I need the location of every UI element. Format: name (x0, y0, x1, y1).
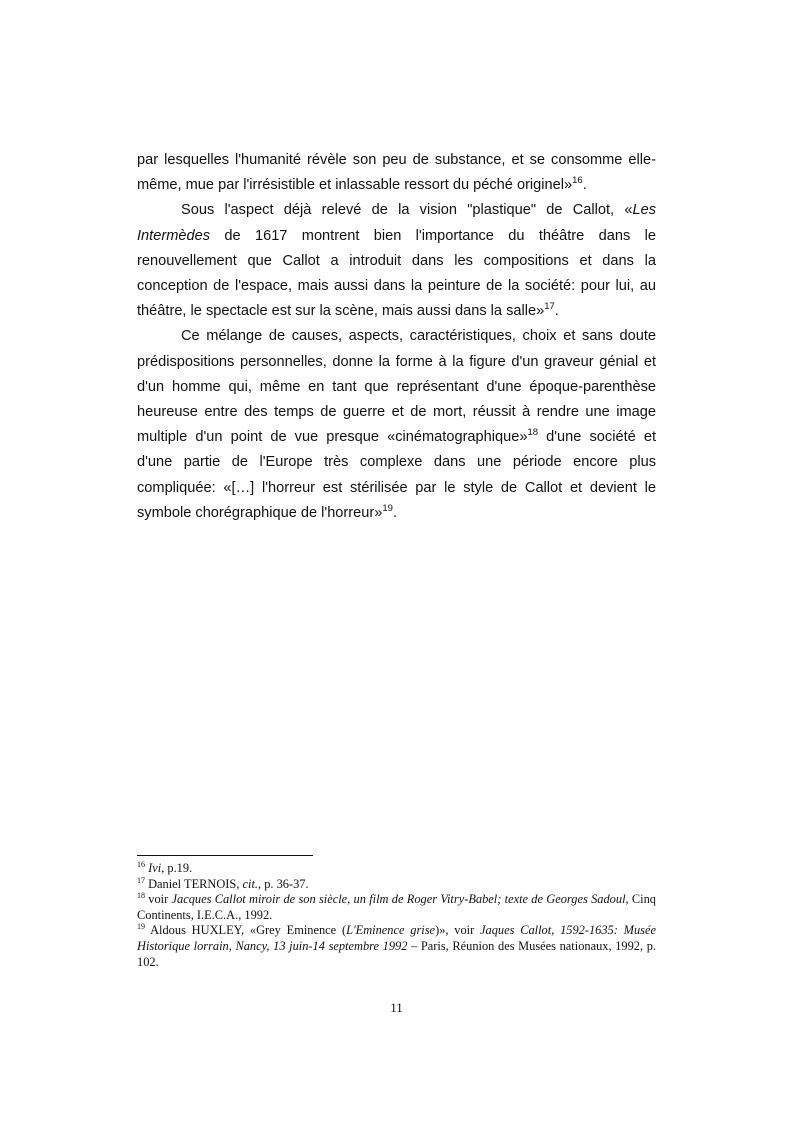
footnote-italic: Ivi (148, 861, 162, 875)
footnote-text: Aldous HUXLEY, «Grey Eminence ( (145, 923, 347, 938)
paragraph-3-end: . (392, 504, 397, 521)
footnote-italic: cit. (242, 876, 258, 891)
footnote-text: , Cinq Continents, I.E.C.A., 1992. (137, 892, 656, 922)
paragraph-2-text-start: Sous l'aspect déjà relevé de la vision "plastique" de Callot, « (181, 202, 633, 219)
footnote-text: Daniel TERNOIS, (145, 876, 243, 891)
footnote-italic: Jacques Callot miroir de son siècle, un film de Roger Vitry-Babel; texte de Georges Sadoul (171, 892, 626, 907)
footnote-text: )», voir (435, 923, 481, 938)
footnote-17 (137, 877, 656, 893)
paragraph-2 (137, 198, 656, 324)
paragraph-2-text: de 1617 montrent bien l'importance du théâtre dans le renouvellement que Callot a introduit dans les compositions et dans la conception de l'espace, mais aussi dans la peinture de la société: pour lui, au théâtre, le spectacle est sur la scène, mais aussi dans la salle» (137, 227, 656, 320)
footnote-text: , p.19. (161, 861, 193, 875)
footnote-italic: Jaques Callot, 1592-1635: Musée Historique lorrain, Nancy, 13 juin-14 septembre 1992 (137, 923, 657, 953)
footnote-ref-16[interactable]: 16 (572, 175, 583, 187)
footnote-number: 17 (137, 875, 145, 885)
footnote-16 (137, 861, 656, 877)
footnote-number: 16 (137, 860, 145, 869)
footnote-number: 18 (137, 891, 145, 901)
paragraph-3-text: d'une société et d'une partie de l'Europe très complexe dans une période encore plus compliquée: «[…] l'horreur est stérilisée par le style de Callot et devient le symbole chorégraphique de l'horreur» (137, 429, 656, 521)
footnote-18 (137, 892, 656, 923)
footnote-ref-19[interactable]: 19 (382, 502, 393, 514)
footnote-text: , p. 36-37. (258, 876, 309, 891)
footnote-ref-17[interactable]: 17 (544, 301, 555, 313)
main-text (137, 148, 656, 526)
footnote-ref-18[interactable]: 18 (527, 427, 539, 439)
footnote-text: voir (145, 892, 172, 907)
footnote-italic: L'Eminence grise (346, 923, 436, 938)
paragraph-2-end: . (554, 303, 559, 320)
page-number: 11 (390, 1000, 403, 1015)
paragraph-3 (137, 324, 656, 526)
footnote-separator (137, 855, 313, 856)
paragraph-1-end: . (582, 177, 587, 194)
paragraph-1-text: par lesquelles l'humanité révèle son peu de substance, et se consomme elle-même, mue par l'irrésistible et inlassable ressort du péché originel» (137, 152, 656, 194)
footnote-text: – Paris, Réunion des Musées nationaux, 1992, p. 102. (137, 938, 656, 969)
paragraph-1 (137, 148, 656, 198)
footnote-number: 19 (137, 922, 145, 932)
paragraph-3-text-start: Ce mélange de causes, aspects, caractéristiques, choix et sans doute prédispositions personnelles, donne la forme à la figure d'un graveur génial et d'un homme qui, même en tant que représentant d'une époque-parenthèse heureuse entre des temps de guerre et de mort, réussit à rendre une image multiple d'un point de vue presque «cinématographique» (137, 328, 656, 446)
footnotes (137, 861, 656, 970)
work-title-les-intermedes: Les Intermèdes (137, 202, 656, 244)
footnote-19 (137, 923, 656, 970)
